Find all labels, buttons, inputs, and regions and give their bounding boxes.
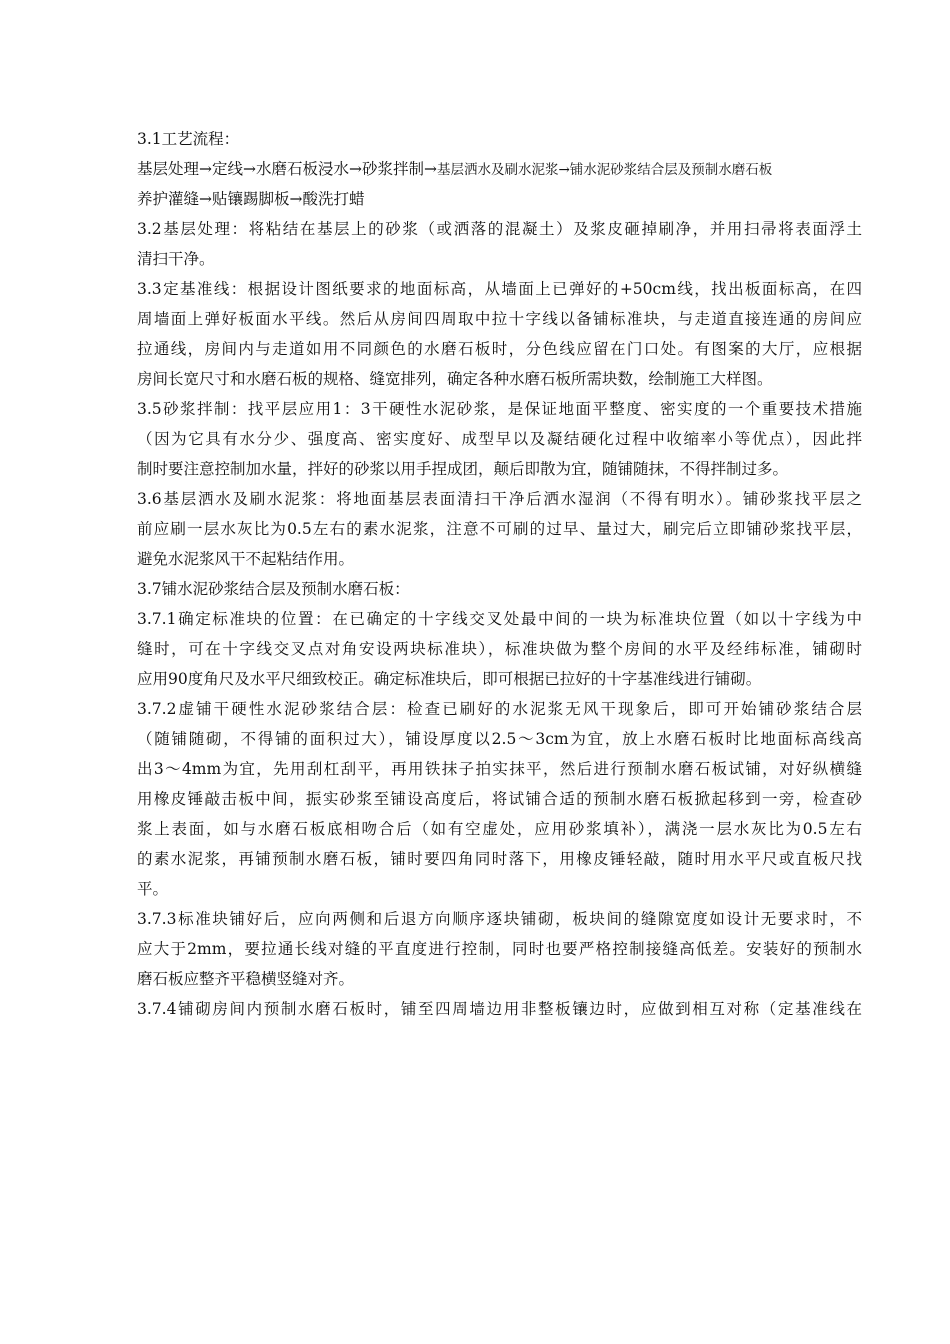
paragraph-line: 浆上表面，如与水磨石板底相吻合后（如有空虚处，应用砂浆填补），满浇一层水灰比为0.5左右 — [137, 820, 862, 838]
paragraph-line: 3.7.3标准块铺好后，应向两侧和后退方向顺序逐块铺砌，板块间的缝隙宽度如设计无要求时，不 — [137, 910, 862, 928]
paragraph-line: 3.5砂浆拌制：找平层应用1：3干硬性水泥砂浆，是保证地面平整度、密实度的一个重要技术措施 — [137, 400, 862, 418]
paragraph-line: 的素水泥浆，再铺预制水磨石板，铺时要四角同时落下，用橡皮锤轻敲，随时用水平尺或直板尺找 — [137, 850, 862, 868]
paragraph-line: （随铺随砌，不得铺的面积过大），铺设厚度以2.5～3cm为宜，放上水磨石板时比地面标高线高 — [137, 730, 862, 748]
paragraph-line: 应用90度角尺及水平尺细致校正。确定标准块后，即可根据已拉好的十字基准线进行铺砌。 — [137, 670, 762, 688]
paragraph-line: 避免水泥浆风干不起粘结作用。 — [137, 550, 355, 568]
process-flow-part-a: 基层处理→定线→水磨石板浸水→砂浆拌制→ — [137, 160, 437, 178]
document-body — [137, 124, 862, 1024]
paragraph-line: 平。 — [137, 880, 169, 898]
paragraph-line: 出3～4mm为宜，先用刮杠刮平，再用铁抹子拍实抹平，然后进行预制水磨石板试铺，对好纵横缝 — [137, 760, 862, 778]
process-flow-part-b: 基层洒水及刷水泥浆→铺水泥砂浆结合层及预制水磨石板 — [436, 162, 773, 178]
heading-process-flow: 3.1工艺流程： — [137, 130, 240, 148]
process-flow-line-1 — [137, 154, 862, 184]
paragraph-line: 前应刷一层水灰比为0.5左右的素水泥浆，注意不可刷的过早、量过大，刷完后立即铺砂浆找平层， — [137, 520, 862, 538]
paragraph-line: 应大于2mm，要拉通长线对缝的平直度进行控制，同时也要严格控制接缝高低差。安装好的预制水 — [137, 940, 862, 958]
paragraph-line: 周墙面上弹好板面水平线。然后从房间四周取中拉十字线以备铺标准块，与走道直接连通的房间应 — [137, 310, 862, 328]
paragraph-line: 3.7.2虚铺干硬性水泥砂浆结合层：检查已刷好的水泥浆无风干现象后，即可开始铺砂浆结合层 — [137, 700, 862, 718]
paragraph-line: 制时要注意控制加水量，拌好的砂浆以用手捏成团，颠后即散为宜，随铺随抹，不得拌制过多。 — [137, 460, 789, 478]
process-flow-line-2: 养护灌缝→贴镶踢脚板→酸洗打蜡 — [137, 190, 365, 208]
paragraph-line: 缝时，可在十字线交叉点对角安设两块标准块），标准块做为整个房间的水平及经纬标准，铺砌时 — [137, 640, 862, 658]
paragraph-line: 磨石板应整齐平稳横竖缝对齐。 — [137, 970, 355, 988]
paragraph-line: 房间长宽尺寸和水磨石板的规格、缝宽排列，确定各种水磨石板所需块数，绘制施工大样图。 — [137, 370, 773, 388]
paragraph-line: 3.6基层洒水及刷水泥浆：将地面基层表面清扫干净后洒水湿润（不得有明水）。铺砂浆找平层之 — [137, 490, 862, 508]
paragraph-line: 拉通线，房间内与走道如用不同颜色的水磨石板时，分色线应留在门口处。有图案的大厅，应根据 — [137, 340, 862, 358]
paragraph-line: 3.7.4铺砌房间内预制水磨石板时，铺至四周墙边用非整板镶边时，应做到相互对称（定基准线在 — [137, 1000, 862, 1018]
paragraph-line: 3.2基层处理：将粘结在基层上的砂浆（或洒落的混凝土）及浆皮砸掉刷净，并用扫帚将表面浮土 — [137, 220, 862, 238]
paragraph-line: （因为它具有水分少、强度高、密实度好、成型早以及凝结硬化过程中收缩率小等优点），因此拌 — [137, 430, 862, 448]
section-heading: 3.7铺水泥砂浆结合层及预制水磨石板： — [137, 580, 410, 598]
paragraph-line: 清扫干净。 — [137, 250, 215, 268]
paragraph-line: 用橡皮锤敲击板中间，振实砂浆至铺设高度后，将试铺合适的预制水磨石板掀起移到一旁，检查砂 — [137, 790, 862, 808]
paragraph-line: 3.7.1确定标准块的位置：在已确定的十字线交叉处最中间的一块为标准块位置（如以十字线为中 — [137, 610, 862, 628]
paragraph-line: 3.3定基准线：根据设计图纸要求的地面标高，从墙面上已弹好的+50cm线，找出板面标高，在四 — [137, 280, 862, 298]
